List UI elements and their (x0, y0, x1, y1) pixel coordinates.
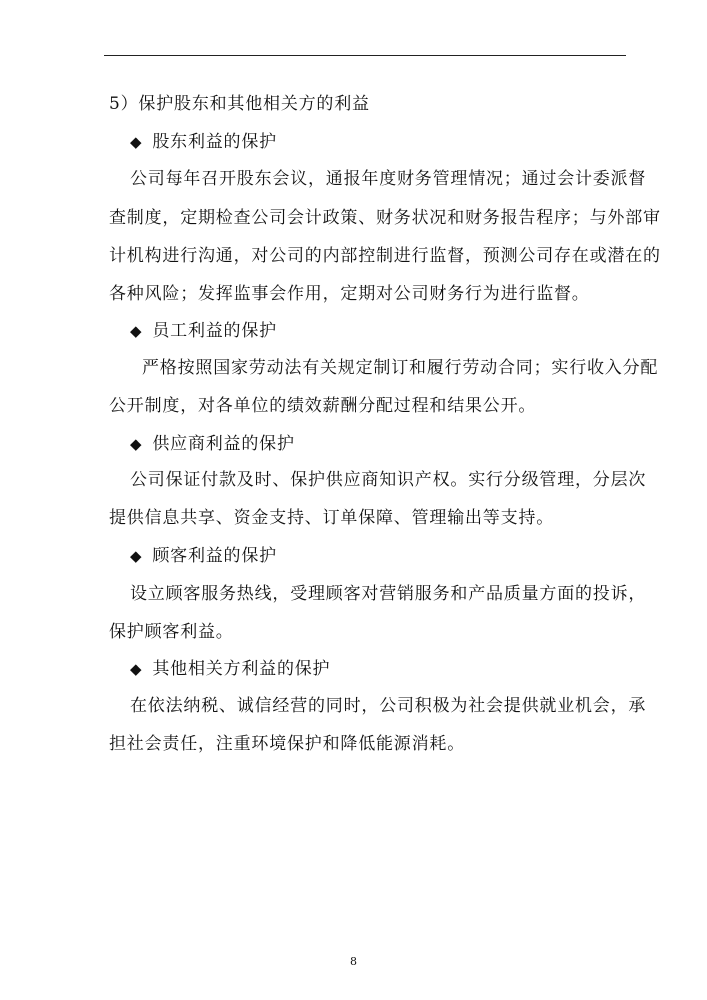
paragraph-line: 查制度，定期检查公司会计政策、财务状况和财务报告程序；与外部审 (109, 208, 661, 228)
paragraph-line: 保护顾客利益。 (109, 622, 234, 642)
subsection-title-customers (130, 546, 277, 566)
subsection-title-text: 顾客利益的保护 (152, 546, 277, 566)
diamond-bullet-icon: ◆ (130, 547, 143, 565)
paragraph-line: 在依法纳税、诚信经营的同时，公司积极为社会提供就业机会，承 (130, 696, 647, 716)
diamond-bullet-icon: ◆ (130, 322, 143, 340)
diamond-bullet-icon: ◆ (130, 133, 143, 151)
subsection-title-employees (130, 321, 277, 341)
subsection-title-suppliers (130, 434, 295, 454)
diamond-bullet-icon: ◆ (130, 435, 143, 453)
paragraph-line: 公司每年召开股东会议，通报年度财务管理情况；通过会计委派督 (130, 169, 647, 189)
paragraph-line: 各种风险；发挥监事会作用，定期对公司财务行为进行监督。 (109, 284, 590, 304)
subsection-title-shareholders (130, 132, 277, 152)
section-heading: 5）保护股东和其他相关方的利益 (109, 94, 370, 114)
subsection-title-text: 其他相关方利益的保护 (152, 659, 331, 679)
subsection-title-text: 员工利益的保护 (152, 321, 277, 341)
paragraph-line: 公司保证付款及时、保护供应商知识产权。实行分级管理，分层次 (130, 470, 647, 490)
page-number: 8 (350, 955, 357, 968)
paragraph-line: 公开制度，对各单位的绩效薪酬分配过程和结果公开。 (109, 396, 537, 416)
subsection-title-text: 供应商利益的保护 (152, 434, 295, 454)
diamond-bullet-icon: ◆ (130, 660, 143, 678)
paragraph-line: 严格按照国家劳动法有关规定制订和履行劳动合同；实行收入分配 (142, 358, 659, 378)
paragraph-line: 设立顾客服务热线，受理顾客对营销服务和产品质量方面的投诉， (130, 584, 647, 604)
paragraph-line: 担社会责任，注重环境保护和降低能源消耗。 (109, 734, 465, 754)
header-rule (104, 55, 626, 56)
paragraph-line: 计机构进行沟通，对公司的内部控制进行监督，预测公司存在或潜在的 (109, 246, 661, 266)
paragraph-line: 提供信息共享、资金支持、订单保障、管理输出等支持。 (109, 508, 554, 528)
subsection-title-text: 股东利益的保护 (152, 132, 277, 152)
subsection-title-other-stakeholders (130, 659, 330, 679)
